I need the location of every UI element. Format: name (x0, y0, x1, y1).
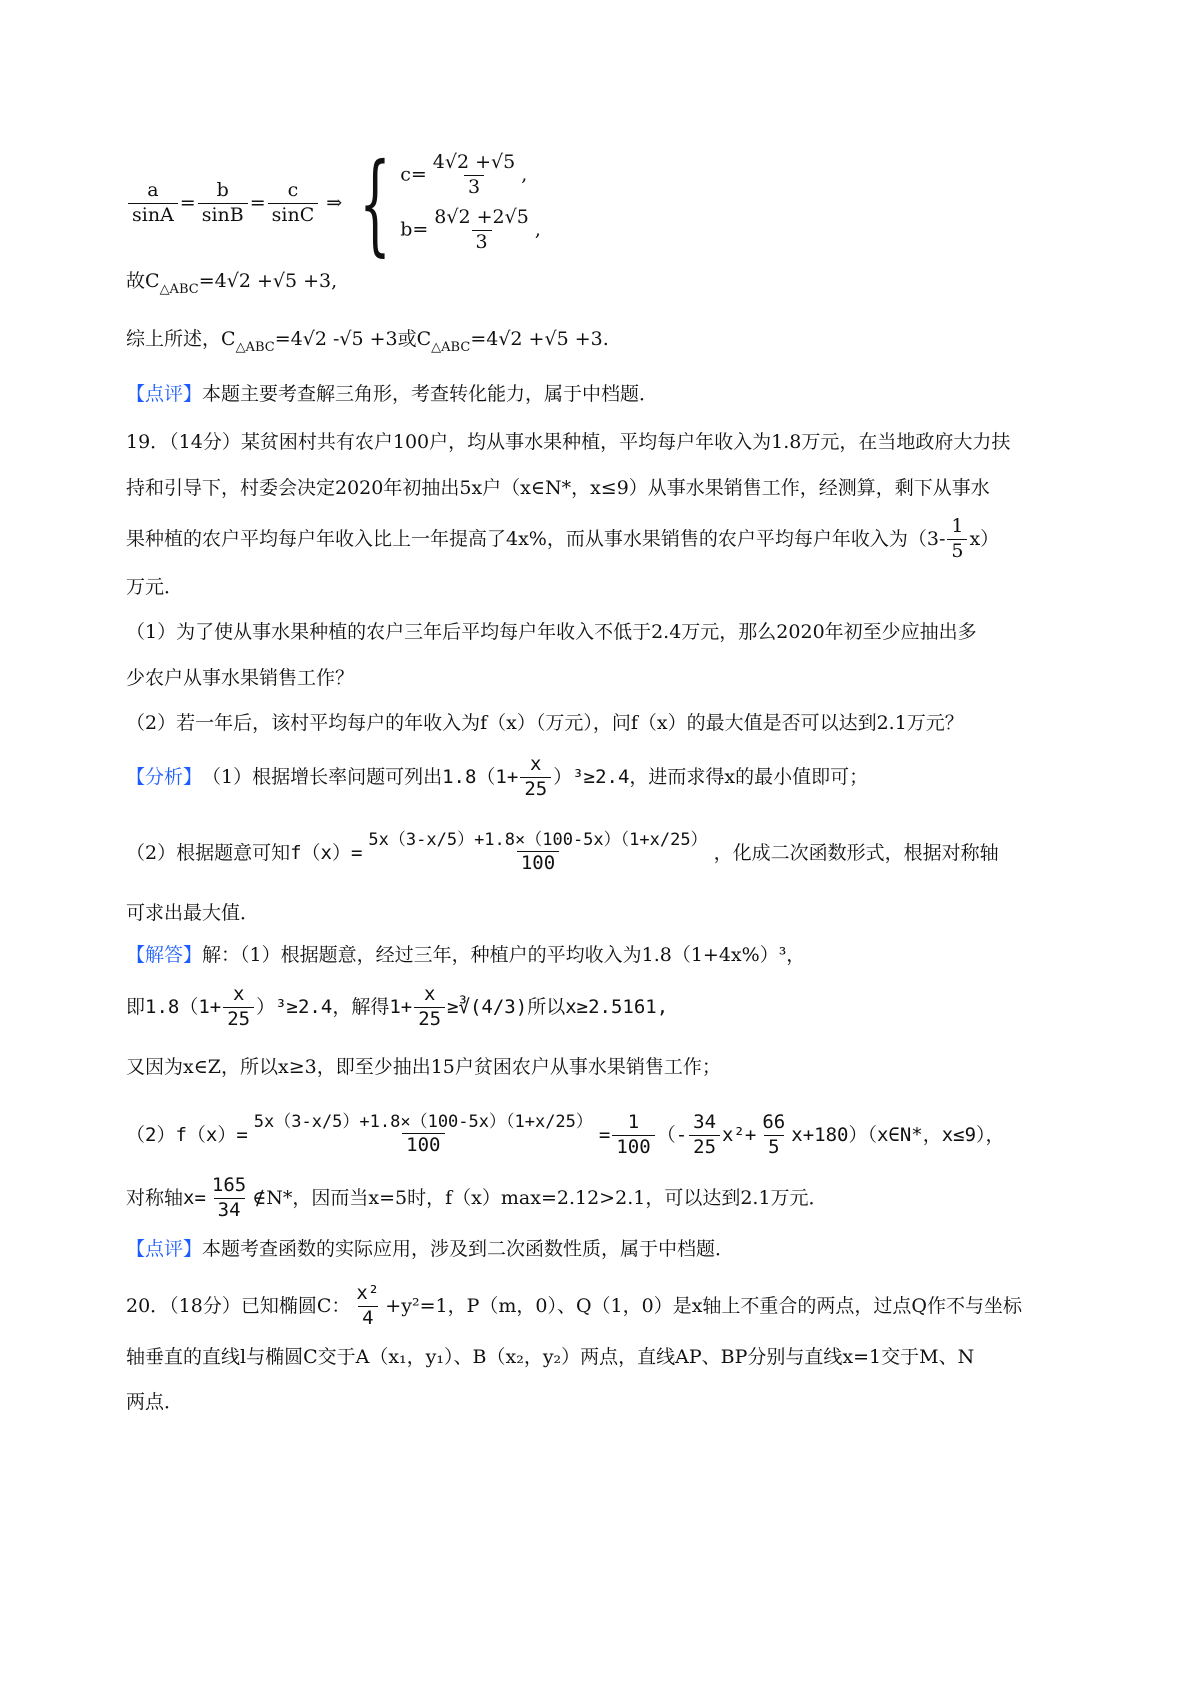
analysis-1 (126, 752, 868, 802)
answer-3: 又因为x∈Z，所以x≥3，即至少抽出15户贫困农户从事水果销售工作； (126, 1056, 721, 1078)
math-segment: 1.8（1+ (442, 765, 519, 788)
answer-2 (126, 982, 668, 1032)
math-segment: x²+ (722, 1123, 757, 1146)
analysis-1-end: ，进而求得x的最小值即可； (629, 765, 869, 788)
text-duichenzhou: 对称轴 (126, 1186, 184, 1209)
q20-text: 20．（18分）已知椭圆C： (126, 1294, 351, 1317)
fraction-1-100 (612, 1110, 654, 1158)
numerator: x (530, 752, 542, 775)
answer-5-end: ∉N*，因而当x=5时，f（x）max=2.12>2.1，可以达到2.1万元． (252, 1186, 828, 1209)
denominator: 5 (764, 1135, 783, 1158)
comment-text: 本题主要考查解三角形，考查转化能力，属于中档题． (202, 383, 659, 405)
numerator: 34 (693, 1110, 717, 1133)
comment-tag: 【点评】 (126, 1238, 203, 1260)
denominator: 3 (464, 175, 484, 198)
left-brace: { (359, 139, 391, 267)
q19-line3-text: 果种植的农户平均每户年收入比上一年提高了4x%，而从事水果销售的农户平均每户年收入为（3- (126, 527, 946, 550)
math-segment: 1.8（1+ (145, 995, 222, 1018)
denominator: sinA (128, 203, 178, 226)
function-label: f（x）= (290, 841, 363, 864)
text-ji: 即 (126, 995, 146, 1018)
q19-line4: 万元． (126, 576, 184, 598)
denominator: 100 (402, 1133, 444, 1156)
denominator: 100 (612, 1135, 654, 1158)
function-label: （2）f（x）= (126, 1123, 248, 1146)
fraction-x-25 (223, 982, 254, 1030)
numerator: c (287, 178, 299, 201)
analysis-tag: 【分析】 (126, 765, 203, 788)
fraction-66-5 (758, 1110, 789, 1158)
perimeter-value-1: =4√2 -√5 +3 (274, 328, 398, 350)
numerator: b (216, 178, 229, 201)
text-gu: 故 (126, 270, 146, 292)
answer-1-text: 解：（1）根据题意，经过三年，种植户的平均收入为1.8（1+4x%）³， (202, 944, 806, 966)
comment-18 (126, 385, 658, 404)
denominator: 4 (358, 1306, 377, 1329)
denominator: 25 (223, 1007, 254, 1030)
analysis-1-text: （1）根据增长率问题可列出 (202, 765, 443, 788)
numerator: x (423, 982, 436, 1005)
numerator: 5x（3-x/5）+1.8×（100-5x）（1+x/25） (368, 829, 708, 850)
perimeter-symbol: C (416, 328, 432, 350)
numerator: 8√2 +2√5 (434, 206, 529, 228)
answer-2-end: 所以x≥2.5161, (527, 995, 669, 1018)
equals: = (598, 1123, 611, 1146)
perimeter-value-2: =4√2 +√5 +3. (470, 328, 609, 350)
answer-5 (126, 1172, 828, 1224)
fraction-one-fifth (947, 514, 967, 562)
numerator: x (232, 982, 245, 1005)
perimeter-symbol: C (145, 270, 160, 292)
denominator: 34 (214, 1198, 245, 1221)
fraction-165-34 (208, 1173, 250, 1221)
analysis-2-end: ，化成二次函数形式，根据对称轴 (713, 841, 999, 864)
denominator: 25 (414, 1007, 445, 1030)
equals: = (249, 191, 266, 214)
denominator: 25 (689, 1135, 720, 1158)
math-segment: ≥∛(4/3) (447, 995, 528, 1018)
q19-line3-end: x） (969, 527, 1000, 550)
denominator: sinC (268, 203, 319, 226)
q19-line1: 19．（14分）某贫困村共有农户100户，均从事水果种植，平均每户年收入为1.8万元，在当地政府大力扶 (126, 431, 1011, 453)
denominator: 3 (472, 230, 492, 253)
ratio-equation (126, 138, 541, 268)
q19-part1-b: 少农户从事水果销售工作？ (126, 667, 355, 689)
denominator: 100 (517, 851, 559, 874)
answer-1 (126, 946, 805, 965)
equals: = (179, 191, 196, 214)
q19-part1-a: （1）为了使从事水果种植的农户三年后平均每户年收入不低于2.4万元，那么2020年初至少应抽出多 (126, 621, 977, 643)
text-or: 或 (397, 328, 417, 350)
q20-line3: 两点． (126, 1391, 184, 1413)
c-solution: c= $\frac{4√2 +√5}{3}$ , (400, 151, 528, 199)
numerator: 4√2 +√5 (432, 151, 516, 174)
perimeter-subscript: △ABC (159, 282, 199, 297)
numerator: 1 (627, 1110, 640, 1133)
analysis-2-text: （2）根据题意可知 (126, 841, 291, 864)
comment-tag: 【点评】 (126, 383, 203, 405)
comment-19 (126, 1240, 734, 1259)
answer-tag: 【解答】 (126, 944, 203, 966)
denominator: sinB (198, 203, 248, 226)
fraction-x-25 (520, 752, 551, 800)
q20-line2: 轴垂直的直线l与椭圆C交于A（x₁，y₁）、B（x₂，y₂）两点，直线AP、BP分别与直线x=1交于M、N (126, 1346, 975, 1368)
answer-4 (126, 1100, 1005, 1170)
conclusion-line (126, 328, 609, 355)
b-solution: b= $\frac{8√2 +2√5}{3}$ , (400, 206, 541, 253)
fx-fraction (364, 829, 711, 875)
perimeter-value: =4√2 +√5 +3, (198, 270, 338, 292)
math-segment: x+180）（x∈N*，x≤9）， (791, 1123, 1005, 1146)
math-segment: 1+ (389, 995, 413, 1018)
perimeter-line (126, 270, 338, 297)
q19-line2: 持和引导下，村委会决定2020年初抽出5x户（x∈N*，x≤9）从事水果销售工作，经测算，剩下从事水 (126, 477, 990, 499)
comment-text: 本题考查函数的实际应用，涉及到二次函数性质，属于中档题． (202, 1238, 735, 1260)
math-segment: ）³≥2.4 (553, 765, 630, 788)
fraction-b-sinB (198, 178, 248, 226)
q19-line3 (126, 514, 999, 564)
denominator: 25 (520, 777, 551, 800)
math-segment: （- (656, 1123, 688, 1146)
numerator: 1 (951, 514, 964, 537)
q19-part2: （2）若一年后，该村平均每户的年收入为f（x）（万元），问f（x）的最大值是否可以达到2.1万元？ (126, 712, 964, 734)
analysis-2 (126, 818, 999, 888)
q20-line1 (126, 1280, 1022, 1332)
fx-fraction (250, 1111, 597, 1157)
fraction-x-25 (414, 982, 445, 1030)
fraction-a-sinA (128, 178, 178, 226)
analysis-2b: 可求出最大值． (126, 902, 260, 924)
q20-text: +y²=1，P（m，0）、Q（1，0）是x轴上不重合的两点，过点Q作不与坐标 (385, 1294, 1023, 1317)
numerator: 165 (211, 1173, 247, 1196)
fraction-x2-4 (352, 1281, 383, 1329)
implies-arrow: ⇒ (326, 191, 343, 214)
text-jiede: ，解得 (332, 995, 390, 1018)
fraction-34-25 (689, 1110, 720, 1158)
perimeter-subscript: △ABC (431, 340, 471, 355)
numerator: a (147, 178, 159, 201)
text-zongshang: 综上所述， (126, 328, 222, 350)
brace-system (400, 153, 541, 253)
math-segment: x= (183, 1186, 206, 1209)
numerator: 5x（3-x/5）+1.8×（100-5x）（1+x/25） (253, 1111, 593, 1132)
math-segment: ）³≥2.4 (256, 995, 333, 1018)
numerator: 66 (762, 1110, 786, 1133)
denominator: 5 (947, 539, 967, 562)
perimeter-subscript: △ABC (235, 340, 275, 355)
perimeter-symbol: C (221, 328, 236, 350)
fraction-c-sinC (268, 178, 319, 226)
numerator: x² (356, 1281, 380, 1304)
